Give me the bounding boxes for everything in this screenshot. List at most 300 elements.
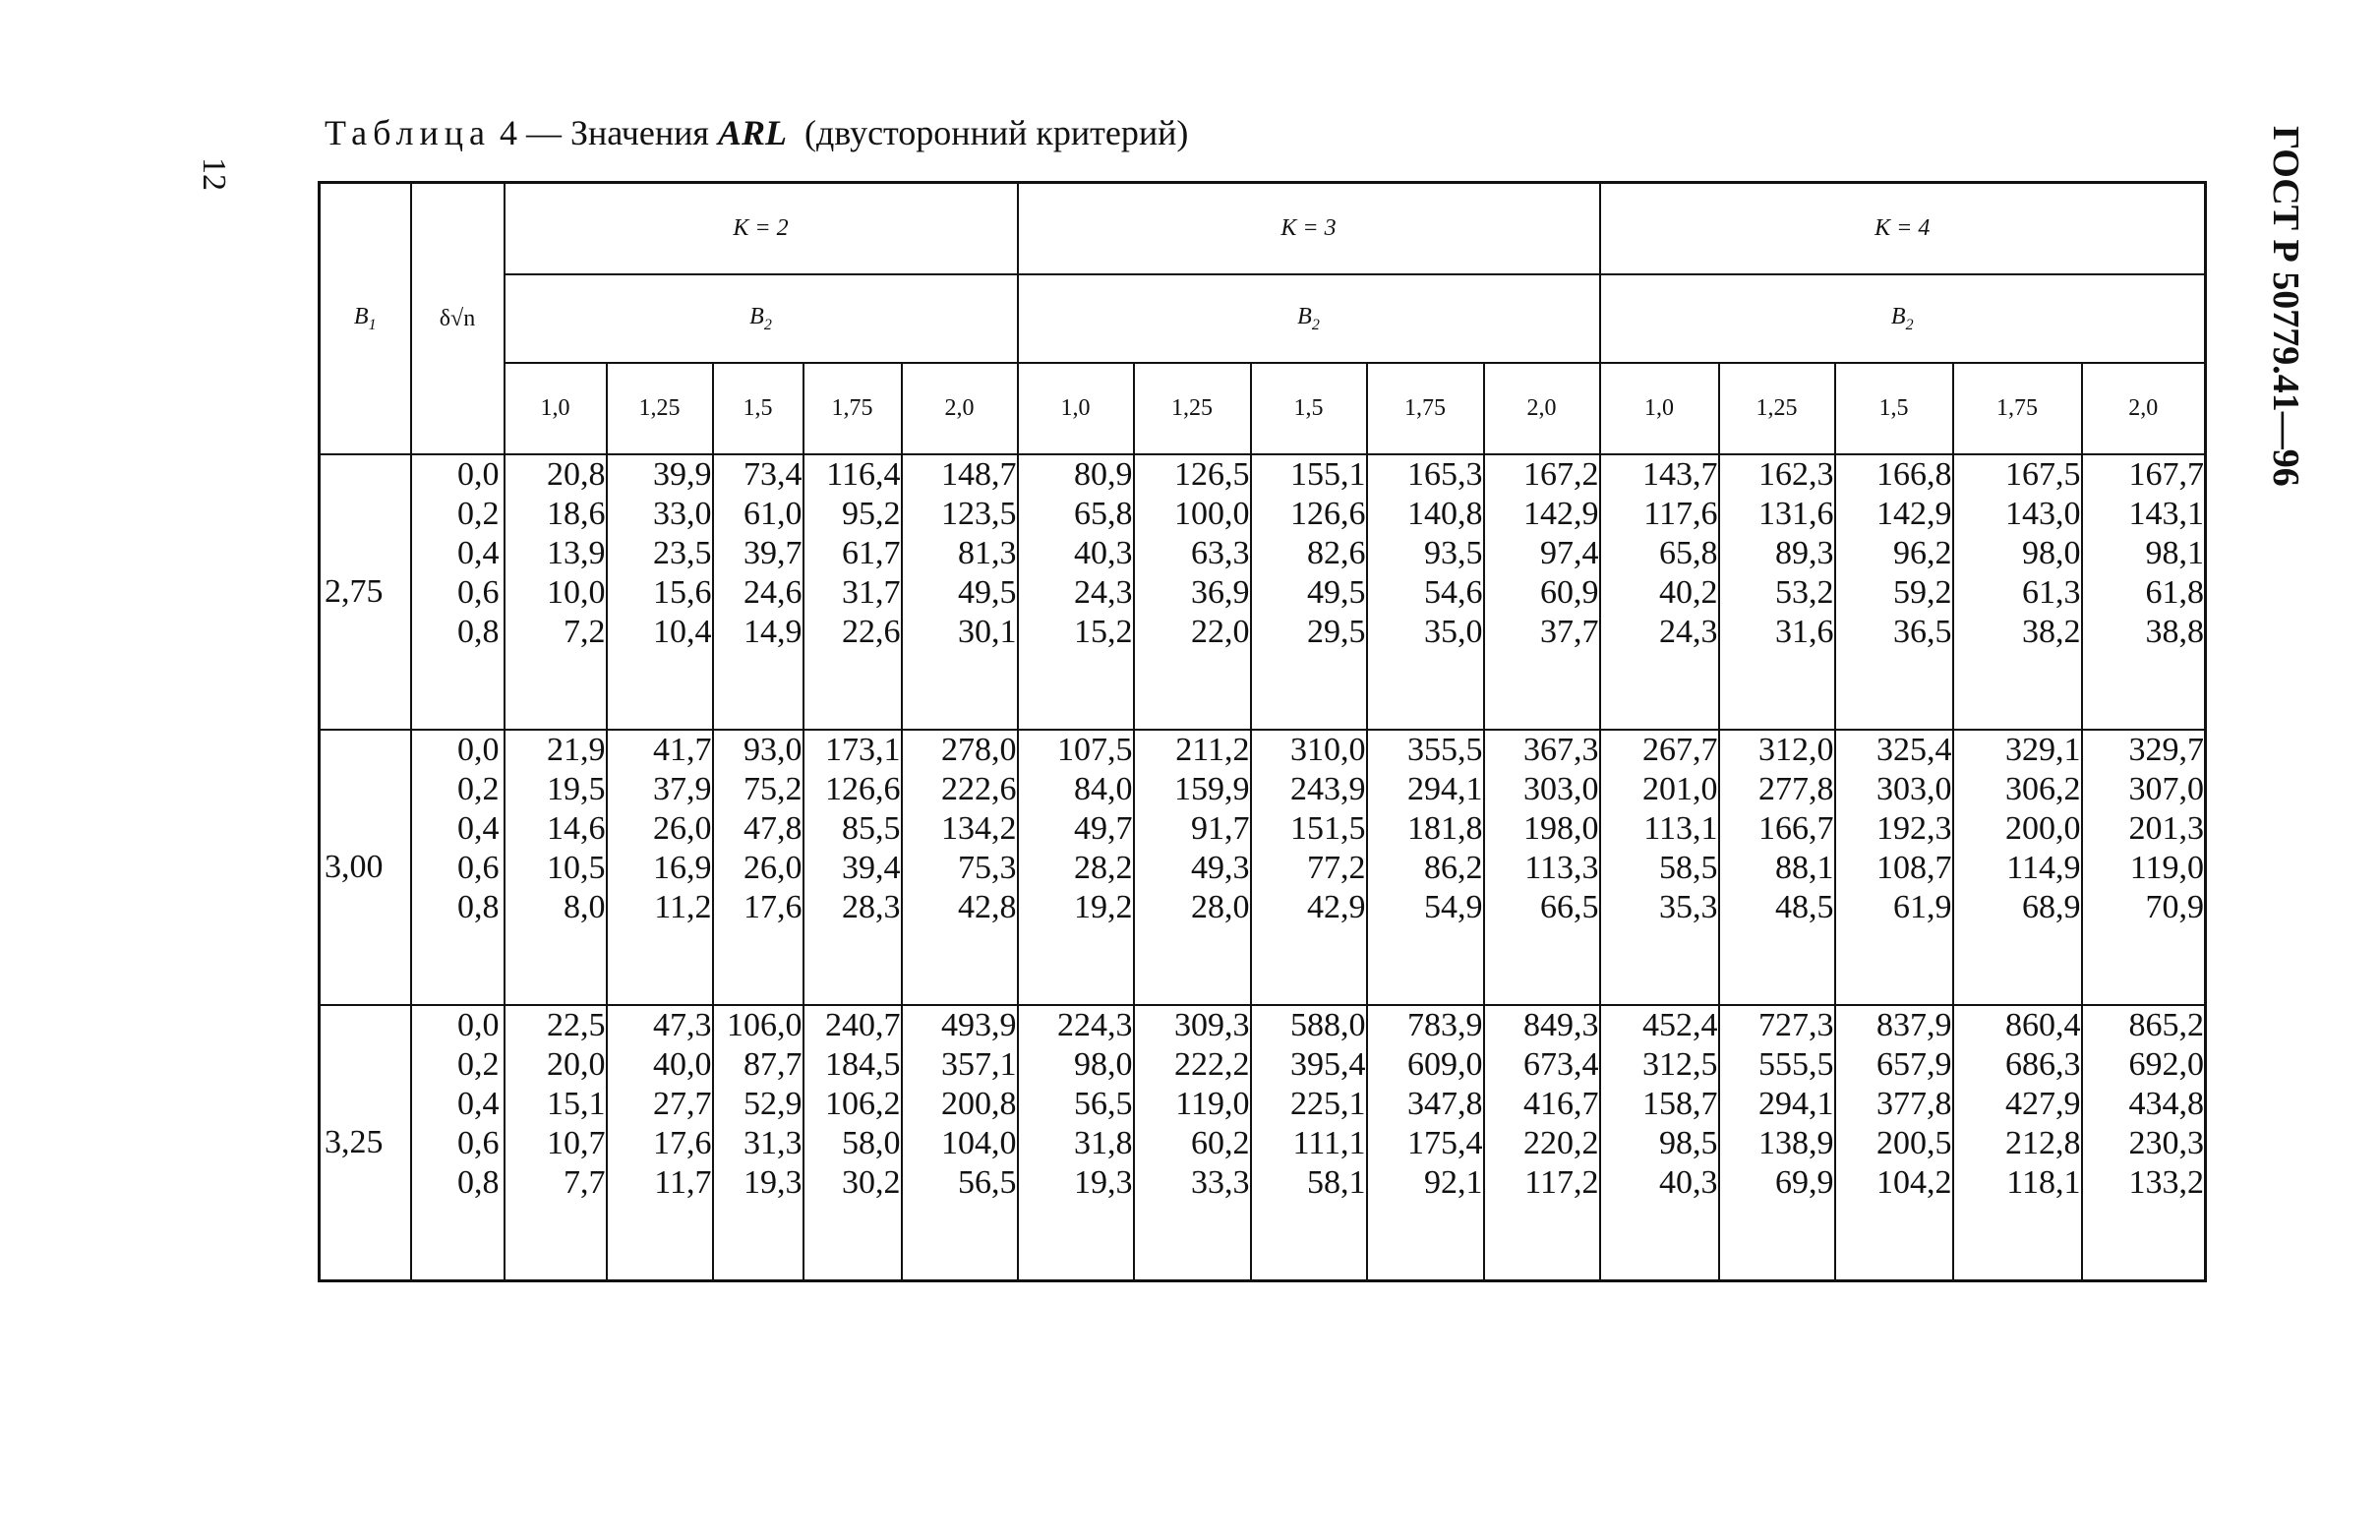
arl-value: 93,0 [744, 732, 803, 768]
arl-value: 303,0 [1523, 771, 1599, 807]
arl-value: 49,3 [1191, 850, 1250, 886]
arl-value: 310,0 [1290, 732, 1366, 768]
b1-value: 2,75 [320, 454, 411, 730]
arl-value: 159,9 [1174, 771, 1250, 807]
b2-value-header: 2,0 [902, 363, 1018, 454]
arl-value: 30,2 [842, 1164, 901, 1201]
delta-values [411, 454, 505, 730]
arl-value: 113,3 [1524, 850, 1599, 886]
arl-value: 61,7 [842, 535, 901, 571]
arl-value: 58,1 [1307, 1164, 1366, 1201]
arl-value: 865,2 [2128, 1007, 2205, 1043]
arl-value: 52,9 [744, 1086, 803, 1122]
arl-value: 10,0 [547, 574, 606, 611]
arl-value: 61,3 [2022, 574, 2081, 611]
arl-value: 143,1 [2128, 496, 2205, 532]
arl-values-cell [902, 454, 1018, 730]
arl-values-cell [505, 1005, 607, 1281]
arl-value: 111,1 [1292, 1125, 1366, 1161]
arl-value: 686,3 [2005, 1046, 2081, 1083]
arl-value: 61,9 [1893, 889, 1952, 925]
arl-value: 837,9 [1876, 1007, 1952, 1043]
arl-value: 126,6 [825, 771, 901, 807]
arl-value: 26,0 [653, 810, 712, 847]
arl-value: 49,7 [1074, 810, 1133, 847]
arl-values-cell [803, 1005, 902, 1281]
arl-value: 19,3 [1074, 1164, 1133, 1201]
arl-value: 39,7 [744, 535, 803, 571]
arl-value: 692,0 [2128, 1046, 2205, 1083]
arl-value: 84,0 [1074, 771, 1133, 807]
arl-value: 211,2 [1175, 732, 1250, 768]
arl-value: 91,7 [1191, 810, 1250, 847]
arl-value: 173,1 [825, 732, 901, 768]
arl-value: 60,9 [1540, 574, 1599, 611]
arl-value: 27,7 [653, 1086, 712, 1122]
arl-value: 427,9 [2005, 1086, 2081, 1122]
arl-value: 92,1 [1424, 1164, 1483, 1201]
b2-value-header: 1,5 [713, 363, 803, 454]
caption-abbr: ARL [717, 113, 787, 152]
arl-value: 104,2 [1876, 1164, 1952, 1201]
table-header [320, 183, 2206, 455]
arl-value: 184,5 [825, 1046, 901, 1083]
arl-value: 416,7 [1523, 1086, 1599, 1122]
arl-value: 20,8 [547, 456, 606, 493]
arl-value: 31,7 [842, 574, 901, 611]
arl-value: 657,9 [1876, 1046, 1952, 1083]
arl-value: 24,3 [1074, 574, 1133, 611]
arl-value: 24,6 [744, 574, 803, 611]
arl-value: 588,0 [1290, 1007, 1366, 1043]
arl-value: 493,9 [941, 1007, 1017, 1043]
arl-value: 98,1 [2145, 535, 2205, 571]
arl-values-cell [1251, 454, 1367, 730]
arl-value: 117,6 [1643, 496, 1718, 532]
caption-dash: — [525, 113, 562, 152]
arl-value: 151,5 [1290, 810, 1366, 847]
arl-values-cell [2082, 1005, 2206, 1281]
b2-value-header: 2,0 [1484, 363, 1600, 454]
arl-values-cell [1600, 1005, 1719, 1281]
arl-value: 42,9 [1307, 889, 1366, 925]
delta-value: 0,6 [457, 1125, 500, 1161]
group-header-k4: K = 4 [1600, 183, 2206, 275]
arl-value: 312,0 [1758, 732, 1834, 768]
arl-values-cell [1251, 730, 1367, 1005]
arl-value: 142,9 [1876, 496, 1952, 532]
arl-value: 22,0 [1191, 614, 1250, 650]
arl-values-cell [1018, 1005, 1134, 1281]
arl-value: 13,9 [547, 535, 606, 571]
arl-value: 116,4 [826, 456, 901, 493]
arl-value: 59,2 [1893, 574, 1952, 611]
arl-values-cell [505, 730, 607, 1005]
arl-value: 267,7 [1642, 732, 1718, 768]
arl-value: 142,9 [1523, 496, 1599, 532]
arl-values-cell [607, 454, 713, 730]
arl-value: 96,2 [1893, 535, 1952, 571]
arl-value: 69,9 [1775, 1164, 1834, 1201]
arl-value: 117,2 [1524, 1164, 1599, 1201]
caption-text: Значения [569, 113, 709, 152]
arl-values-cell [1953, 1005, 2082, 1281]
arl-value: 278,0 [941, 732, 1017, 768]
arl-value: 65,8 [1659, 535, 1718, 571]
arl-value: 98,0 [1074, 1046, 1133, 1083]
b2-header-k3: $B_2$ [1018, 274, 1600, 363]
arl-values-cell [1719, 1005, 1835, 1281]
arl-value: 347,8 [1407, 1086, 1483, 1122]
arl-value: 119,0 [2129, 850, 2205, 886]
arl-value: 89,3 [1775, 535, 1834, 571]
arl-value: 303,0 [1876, 771, 1952, 807]
arl-value: 17,6 [653, 1125, 712, 1161]
arl-value: 138,9 [1758, 1125, 1834, 1161]
arl-value: 35,0 [1424, 614, 1483, 650]
arl-value: 15,2 [1074, 614, 1133, 650]
arl-value: 54,9 [1424, 889, 1483, 925]
arl-value: 10,7 [547, 1125, 606, 1161]
b2-value-header: 1,25 [1134, 363, 1251, 454]
arl-value: 86,2 [1424, 850, 1483, 886]
arl-value: 148,7 [941, 456, 1017, 493]
arl-value: 21,9 [547, 732, 606, 768]
arl-value: 19,5 [547, 771, 606, 807]
arl-value: 162,3 [1758, 456, 1834, 493]
arl-value: 75,3 [958, 850, 1017, 886]
b2-value-header: 1,5 [1835, 363, 1953, 454]
arl-table [318, 181, 2207, 1282]
arl-values-cell [1600, 454, 1719, 730]
arl-value: 42,8 [958, 889, 1017, 925]
arl-values-cell [1953, 454, 2082, 730]
arl-value: 155,1 [1290, 456, 1366, 493]
arl-values-cell [1484, 454, 1600, 730]
delta-value: 0,6 [457, 574, 500, 611]
arl-value: 36,9 [1191, 574, 1250, 611]
arl-value: 224,3 [1057, 1007, 1133, 1043]
arl-value: 166,8 [1876, 456, 1952, 493]
arl-values-cell [2082, 730, 2206, 1005]
arl-value: 49,5 [958, 574, 1017, 611]
arl-value: 28,3 [842, 889, 901, 925]
caption-number: 4 [499, 113, 517, 152]
arl-value: 357,1 [941, 1046, 1017, 1083]
arl-values-cell [1018, 454, 1134, 730]
arl-value: 14,9 [744, 614, 803, 650]
delta-value: 0,2 [457, 1046, 500, 1083]
arl-value: 56,5 [1074, 1086, 1133, 1122]
group-header-k2: K = 2 [505, 183, 1018, 275]
b2-value-header: 1,75 [1367, 363, 1484, 454]
arl-value: 73,4 [744, 456, 803, 493]
arl-values-cell [803, 454, 902, 730]
arl-value: 33,3 [1191, 1164, 1250, 1201]
delta-value: 0,2 [457, 496, 500, 532]
arl-values-cell [713, 1005, 803, 1281]
arl-value: 860,4 [2005, 1007, 2081, 1043]
arl-value: 36,5 [1893, 614, 1952, 650]
arl-value: 98,5 [1659, 1125, 1718, 1161]
arl-value: 165,3 [1407, 456, 1483, 493]
arl-value: 38,2 [2022, 614, 2081, 650]
arl-value: 41,7 [653, 732, 712, 768]
arl-values-cell [1484, 1005, 1600, 1281]
b1-column-header: $B_1$ [320, 183, 411, 455]
delta-value: 0,2 [457, 771, 500, 807]
arl-value: 201,0 [1642, 771, 1718, 807]
table-row [320, 730, 2206, 1005]
delta-value: 0,8 [457, 1164, 500, 1201]
arl-value: 70,9 [2145, 889, 2205, 925]
arl-value: 198,0 [1523, 810, 1599, 847]
arl-value: 39,4 [842, 850, 901, 886]
arl-value: 35,3 [1659, 889, 1718, 925]
arl-value: 37,9 [653, 771, 712, 807]
arl-value: 434,8 [2128, 1086, 2205, 1122]
arl-values-cell [505, 454, 607, 730]
arl-value: 106,0 [727, 1007, 803, 1043]
arl-values-cell [713, 730, 803, 1005]
arl-value: 294,1 [1758, 1086, 1834, 1122]
arl-value: 11,7 [654, 1164, 712, 1201]
arl-value: 307,0 [2128, 771, 2205, 807]
b2-value-header: 1,0 [505, 363, 607, 454]
arl-value: 225,1 [1290, 1086, 1366, 1122]
table-row [320, 454, 2206, 730]
arl-value: 28,0 [1191, 889, 1250, 925]
arl-value: 49,5 [1307, 574, 1366, 611]
arl-value: 10,4 [653, 614, 712, 650]
arl-value: 306,2 [2005, 771, 2081, 807]
arl-value: 367,3 [1523, 732, 1599, 768]
arl-value: 167,7 [2128, 456, 2205, 493]
arl-value: 200,8 [941, 1086, 1017, 1122]
arl-value: 243,9 [1290, 771, 1366, 807]
arl-value: 555,5 [1758, 1046, 1834, 1083]
arl-value: 77,2 [1307, 850, 1366, 886]
arl-value: 11,2 [654, 889, 712, 925]
arl-value: 60,2 [1191, 1125, 1250, 1161]
arl-value: 8,0 [564, 889, 606, 925]
arl-value: 673,4 [1523, 1046, 1599, 1083]
arl-values-cell [1134, 454, 1251, 730]
arl-value: 61,0 [744, 496, 803, 532]
arl-value: 222,2 [1174, 1046, 1250, 1083]
arl-value: 95,2 [842, 496, 901, 532]
arl-value: 134,2 [941, 810, 1017, 847]
caption-note: (двусторонний критерий) [804, 113, 1189, 152]
arl-value: 15,6 [653, 574, 712, 611]
group-header-k3: K = 3 [1018, 183, 1600, 275]
arl-value: 56,5 [958, 1164, 1017, 1201]
arl-value: 158,7 [1642, 1086, 1718, 1122]
b2-value-header: 1,0 [1018, 363, 1134, 454]
arl-value: 131,6 [1758, 496, 1834, 532]
arl-value: 108,7 [1876, 850, 1952, 886]
arl-values-cell [607, 730, 713, 1005]
arl-value: 63,3 [1191, 535, 1250, 571]
arl-value: 230,3 [2128, 1125, 2205, 1161]
arl-value: 126,5 [1174, 456, 1250, 493]
arl-value: 31,6 [1775, 614, 1834, 650]
arl-value: 40,0 [653, 1046, 712, 1083]
arl-value: 29,5 [1307, 614, 1366, 650]
arl-value: 200,0 [2005, 810, 2081, 847]
delta-value: 0,0 [457, 456, 500, 493]
b1-value: 3,00 [320, 730, 411, 1005]
arl-value: 75,2 [744, 771, 803, 807]
arl-value: 201,3 [2128, 810, 2205, 847]
arl-value: 119,0 [1175, 1086, 1250, 1122]
arl-value: 15,1 [547, 1086, 606, 1122]
arl-value: 54,6 [1424, 574, 1483, 611]
arl-value: 31,8 [1074, 1125, 1133, 1161]
arl-value: 100,0 [1174, 496, 1250, 532]
arl-value: 329,1 [2005, 732, 2081, 768]
arl-value: 192,3 [1876, 810, 1952, 847]
arl-value: 609,0 [1407, 1046, 1483, 1083]
arl-value: 167,5 [2005, 456, 2081, 493]
arl-value: 143,7 [1642, 456, 1718, 493]
arl-values-cell [1367, 1005, 1484, 1281]
table-body [320, 454, 2206, 1281]
arl-value: 82,6 [1307, 535, 1366, 571]
arl-value: 240,7 [825, 1007, 901, 1043]
arl-value: 114,9 [2006, 850, 2081, 886]
arl-value: 7,2 [564, 614, 606, 650]
arl-value: 212,8 [2005, 1125, 2081, 1161]
delta-values [411, 1005, 505, 1281]
arl-value: 37,7 [1540, 614, 1599, 650]
arl-value: 140,8 [1407, 496, 1483, 532]
arl-values-cell [902, 1005, 1018, 1281]
arl-values-cell [1251, 1005, 1367, 1281]
arl-value: 118,1 [2006, 1164, 2081, 1201]
arl-value: 33,0 [653, 496, 712, 532]
delta-value: 0,0 [457, 1007, 500, 1043]
arl-value: 22,5 [547, 1007, 606, 1043]
table-row [320, 1005, 2206, 1281]
table-caption [325, 112, 1188, 153]
arl-value: 47,3 [653, 1007, 712, 1043]
arl-value: 312,5 [1642, 1046, 1718, 1083]
arl-values-cell [1719, 730, 1835, 1005]
arl-value: 113,1 [1643, 810, 1718, 847]
arl-value: 452,4 [1642, 1007, 1718, 1043]
arl-value: 104,0 [941, 1125, 1017, 1161]
delta-value: 0,4 [457, 810, 500, 847]
delta-value: 0,8 [457, 889, 500, 925]
arl-value: 31,3 [744, 1125, 803, 1161]
arl-value: 294,1 [1407, 771, 1483, 807]
arl-values-cell [1367, 730, 1484, 1005]
delta-value: 0,0 [457, 732, 500, 768]
b2-header-k2: $B_2$ [505, 274, 1018, 363]
arl-values-cell [902, 730, 1018, 1005]
arl-value: 58,5 [1659, 850, 1718, 886]
b1-value: 3,25 [320, 1005, 411, 1281]
b2-value-header: 1,75 [1953, 363, 2082, 454]
delta-value: 0,4 [457, 1086, 500, 1122]
arl-value: 30,1 [958, 614, 1017, 650]
arl-value: 175,4 [1407, 1125, 1483, 1161]
arl-value: 277,8 [1758, 771, 1834, 807]
arl-value: 23,5 [653, 535, 712, 571]
arl-value: 220,2 [1523, 1125, 1599, 1161]
arl-value: 16,9 [653, 850, 712, 886]
arl-values-cell [1835, 454, 1953, 730]
caption-label: Таблица [325, 113, 491, 152]
arl-values-cell [1484, 730, 1600, 1005]
arl-value: 65,8 [1074, 496, 1133, 532]
arl-value: 87,7 [744, 1046, 803, 1083]
arl-value: 143,0 [2005, 496, 2081, 532]
arl-value: 19,3 [744, 1164, 803, 1201]
arl-value: 22,6 [842, 614, 901, 650]
arl-value: 58,0 [842, 1125, 901, 1161]
arl-values-cell [607, 1005, 713, 1281]
arl-values-cell [803, 730, 902, 1005]
b2-value-header: 1,25 [1719, 363, 1835, 454]
delta-value: 0,6 [457, 850, 500, 886]
b2-value-header: 1,75 [803, 363, 902, 454]
arl-value: 783,9 [1407, 1007, 1483, 1043]
arl-value: 80,9 [1074, 456, 1133, 493]
arl-value: 107,5 [1057, 732, 1133, 768]
arl-value: 38,8 [2145, 614, 2205, 650]
arl-value: 98,0 [2022, 535, 2081, 571]
arl-values-cell [1600, 730, 1719, 1005]
arl-values-cell [1134, 1005, 1251, 1281]
arl-value: 20,0 [547, 1046, 606, 1083]
arl-value: 166,7 [1758, 810, 1834, 847]
arl-value: 39,9 [653, 456, 712, 493]
document-code: ГОСТ Р 50779.41—96 [2265, 126, 2306, 487]
arl-value: 19,2 [1074, 889, 1133, 925]
arl-value: 47,8 [744, 810, 803, 847]
arl-value: 377,8 [1876, 1086, 1952, 1122]
arl-value: 68,9 [2022, 889, 2081, 925]
arl-value: 48,5 [1775, 889, 1834, 925]
arl-value: 26,0 [744, 850, 803, 886]
b2-value-header: 2,0 [2082, 363, 2206, 454]
arl-value: 40,3 [1659, 1164, 1718, 1201]
arl-values-cell [1134, 730, 1251, 1005]
arl-value: 7,7 [564, 1164, 606, 1201]
arl-value: 181,8 [1407, 810, 1483, 847]
arl-values-cell [1018, 730, 1134, 1005]
arl-values-cell [1835, 730, 1953, 1005]
delta-value: 0,8 [457, 614, 500, 650]
arl-value: 66,5 [1540, 889, 1599, 925]
arl-value: 167,2 [1523, 456, 1599, 493]
arl-value: 17,6 [744, 889, 803, 925]
arl-value: 85,5 [842, 810, 901, 847]
arl-value: 61,8 [2145, 574, 2205, 611]
arl-value: 325,4 [1876, 732, 1952, 768]
delta-values [411, 730, 505, 1005]
arl-value: 53,2 [1775, 574, 1834, 611]
arl-value: 849,3 [1523, 1007, 1599, 1043]
arl-value: 309,3 [1174, 1007, 1250, 1043]
arl-value: 40,3 [1074, 535, 1133, 571]
arl-value: 133,2 [2128, 1164, 2205, 1201]
arl-value: 93,5 [1424, 535, 1483, 571]
arl-value: 10,5 [547, 850, 606, 886]
arl-value: 18,6 [547, 496, 606, 532]
